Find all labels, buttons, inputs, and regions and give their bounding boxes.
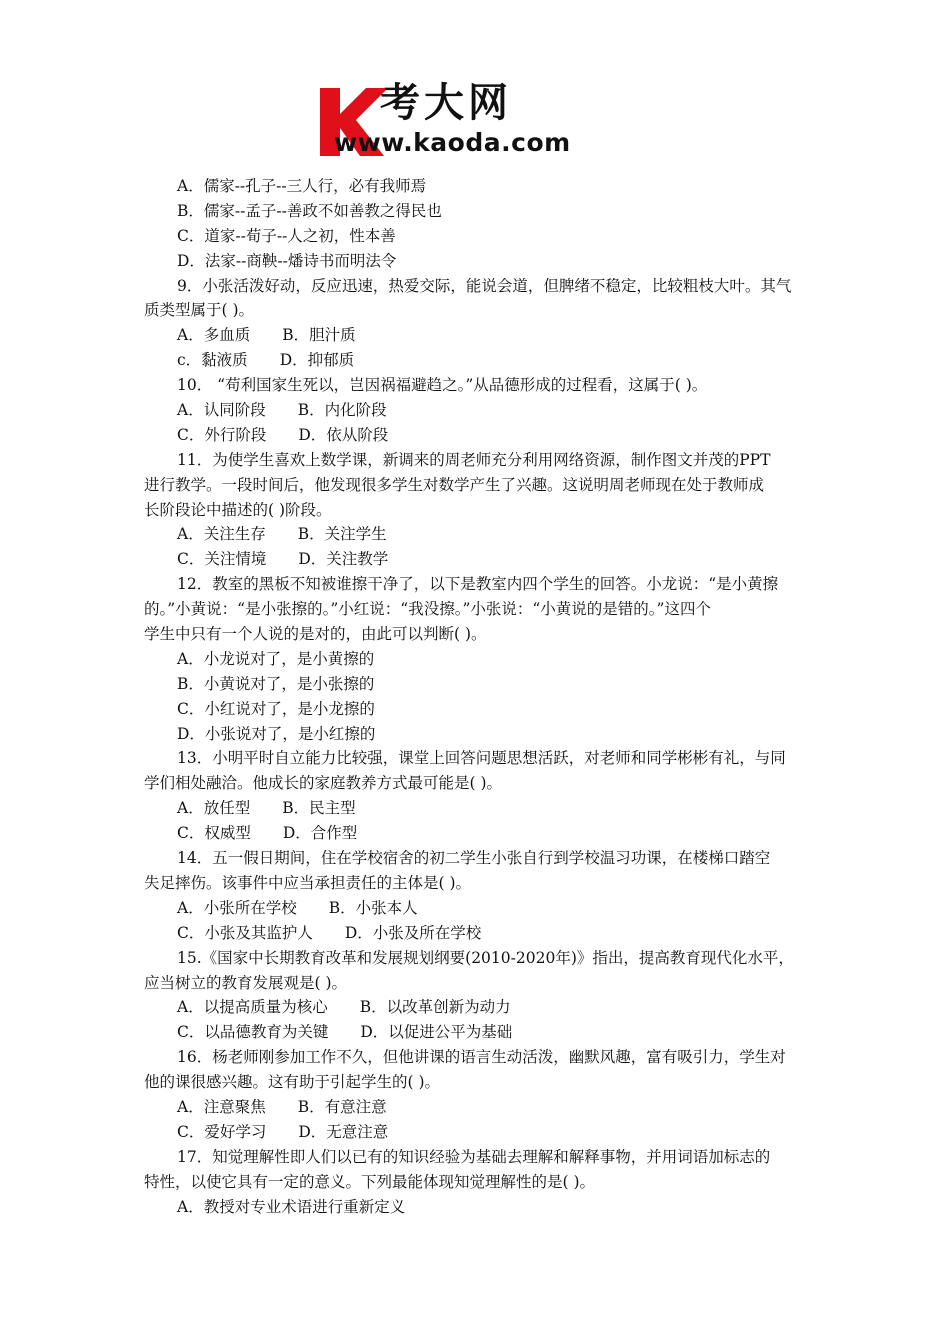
answer-option-line — [144, 1020, 812, 1045]
question-text: 14．五一假日期间，住在学校宿舍的初二学生小张自行到学校温习功课，在楼梯口踏空 — [177, 849, 771, 868]
answer-option: C．道家--荀子--人之初，性本善 — [177, 226, 396, 245]
answer-option: D．以促进公平为基础 — [360, 1023, 513, 1042]
answer-option: C．小张及其监护人 — [177, 923, 313, 942]
question-continuation-line — [144, 498, 812, 523]
answer-option-line — [144, 1095, 812, 1120]
question-continuation-line — [144, 1170, 812, 1195]
answer-option-line — [144, 323, 812, 348]
answer-option: A．注意聚焦 — [177, 1097, 266, 1116]
question-continuation-line — [144, 771, 812, 796]
answer-option: C．爱好学习 — [177, 1122, 267, 1141]
question-text: 特性，以使它具有一定的意义。下列最能体现知觉理解性的是( )。 — [144, 1172, 596, 1191]
question-continuation-line — [144, 1070, 812, 1095]
question-continuation-line — [144, 971, 812, 996]
question-line — [144, 1045, 812, 1070]
question-continuation-line — [144, 871, 812, 896]
question-text: 12．教室的黑板不知被谁擦干净了，以下是教室内四个学生的回答。小龙说：“是小黄擦 — [177, 575, 779, 594]
answer-option-line — [144, 896, 812, 921]
question-continuation-line — [144, 298, 812, 323]
answer-option: C．小红说对了，是小龙擦的 — [177, 699, 375, 718]
question-text: 16．杨老师刚参加工作不久，但他讲课的语言生动活泼，幽默风趣，富有吸引力，学生对 — [177, 1048, 786, 1067]
answer-option: A．多血质 — [177, 326, 251, 345]
question-line — [144, 746, 812, 771]
answer-option: A．小张所在学校 — [177, 898, 297, 917]
answer-option-line — [144, 547, 812, 572]
answer-option: A．关注生存 — [177, 525, 266, 544]
question-text: 9．小张活泼好动，反应迅速，热爱交际，能说会道，但脾绪不稳定，比较粗枝大叶。其气 — [177, 276, 792, 295]
question-text: 学生中只有一个人说的是对的，由此可以判断( )。 — [144, 625, 487, 644]
question-line — [144, 1145, 812, 1170]
question-line — [144, 572, 812, 597]
answer-option-line — [144, 1120, 812, 1145]
question-line — [144, 946, 812, 971]
question-continuation-line — [144, 622, 812, 647]
answer-option: B．胆汁质 — [282, 326, 356, 345]
question-text: 11．为使学生喜欢上数学课，新调来的周老师充分利用网络资源，制作图文并茂的PPT — [177, 450, 771, 469]
answer-option: c．黏液质 — [177, 351, 248, 370]
answer-option: B．儒家--孟子--善政不如善教之得民也 — [177, 201, 442, 220]
question-text: 失足摔伤。该事件中应当承担责任的主体是( )。 — [144, 873, 472, 892]
answer-option: B．民主型 — [282, 799, 356, 818]
answer-option: D．合作型 — [282, 824, 358, 843]
answer-option: B．关注学生 — [297, 525, 387, 544]
answer-option-line — [144, 697, 812, 722]
answer-option-line — [144, 174, 812, 199]
question-text: 应当树立的教育发展观是( )。 — [144, 973, 348, 992]
answer-option: C．权威型 — [177, 824, 251, 843]
answer-option-line — [144, 224, 812, 249]
answer-option: A．放任型 — [177, 799, 251, 818]
answer-option-line — [144, 522, 812, 547]
question-line — [144, 448, 812, 473]
question-text: 他的课很感兴趣。这有助于引起学生的( )。 — [144, 1073, 441, 1092]
document-body — [144, 174, 812, 1219]
question-line — [144, 274, 812, 299]
answer-option: D．法家--商鞅--燔诗书而明法令 — [177, 251, 397, 270]
answer-option: D．小张及所在学校 — [344, 923, 482, 942]
question-text: 的。”小黄说：“是小张擦的。”小红说：“我没擦。”小张说：“小黄说的是错的。”这四个 — [144, 600, 711, 619]
question-continuation-line — [144, 473, 812, 498]
answer-option: D．依从阶段 — [298, 425, 389, 444]
question-text: 质类型属于( )。 — [144, 301, 255, 320]
answer-option-line — [144, 672, 812, 697]
logo-brand-name: 考大网 — [380, 80, 512, 126]
logo-url: www.kaoda.com — [334, 128, 571, 157]
answer-option-line — [144, 423, 812, 448]
answer-option: D．无意注意 — [298, 1122, 389, 1141]
answer-option-line — [144, 722, 812, 747]
answer-option-line — [144, 249, 812, 274]
answer-option: B．以改革创新为动力 — [359, 998, 511, 1017]
question-text: 长阶段论中描述的( )阶段。 — [144, 500, 332, 519]
answer-option: D．小张说对了，是小红擦的 — [177, 724, 376, 743]
answer-option: A．以提高质量为核心 — [177, 998, 328, 1017]
answer-option: A．小龙说对了，是小黄擦的 — [177, 649, 375, 668]
question-text: 15.《国家中长期教育改革和发展规划纲要(2010-2020年)》指出，提高教育现代化水平， — [177, 948, 794, 967]
answer-option: B．小黄说对了，是小张擦的 — [177, 674, 375, 693]
answer-option-line — [144, 199, 812, 224]
answer-option-line — [144, 1195, 812, 1220]
question-line — [144, 846, 812, 871]
answer-option-line — [144, 995, 812, 1020]
question-text: 10． “苟利国家生死以，岂因祸福避趋之。”从品德形成的过程看，这属于( )。 — [177, 376, 708, 395]
question-text: 17．知觉理解性即人们以已有的知识经验为基础去理解和解释事物，并用词语加标志的 — [177, 1147, 771, 1166]
answer-option: B．内化阶段 — [297, 401, 387, 420]
question-line — [144, 373, 812, 398]
answer-option-line — [144, 796, 812, 821]
answer-option: A．认同阶段 — [177, 401, 266, 420]
answer-option: C．以品德教育为关键 — [177, 1023, 329, 1042]
answer-option-line — [144, 398, 812, 423]
answer-option: A．儒家--孔子--三人行，必有我师焉 — [177, 177, 427, 195]
answer-option: B．有意注意 — [297, 1097, 387, 1116]
answer-option-line — [144, 647, 812, 672]
answer-option: B．小张本人 — [328, 898, 418, 917]
answer-option: C．外行阶段 — [177, 425, 267, 444]
question-text: 进行教学。一段时间后，他发现很多学生对数学产生了兴趣。这说明周老师现在处于教师成 — [144, 475, 765, 494]
question-text: 13．小明平时自立能力比较强，课堂上回答问题思想活跃，对老师和同学彬彬有礼，与同 — [177, 749, 786, 768]
question-continuation-line — [144, 597, 812, 622]
answer-option: A．教授对专业术语进行重新定义 — [177, 1197, 406, 1216]
answer-option-line — [144, 921, 812, 946]
kaoda-logo — [318, 80, 638, 162]
question-text: 学们相处融洽。他成长的家庭教养方式最可能是( )。 — [144, 774, 503, 793]
answer-option: C．关注情境 — [177, 550, 267, 569]
answer-option: D．抑郁质 — [279, 351, 355, 370]
answer-option-line — [144, 348, 812, 373]
answer-option-line — [144, 821, 812, 846]
answer-option: D．关注教学 — [298, 550, 389, 569]
